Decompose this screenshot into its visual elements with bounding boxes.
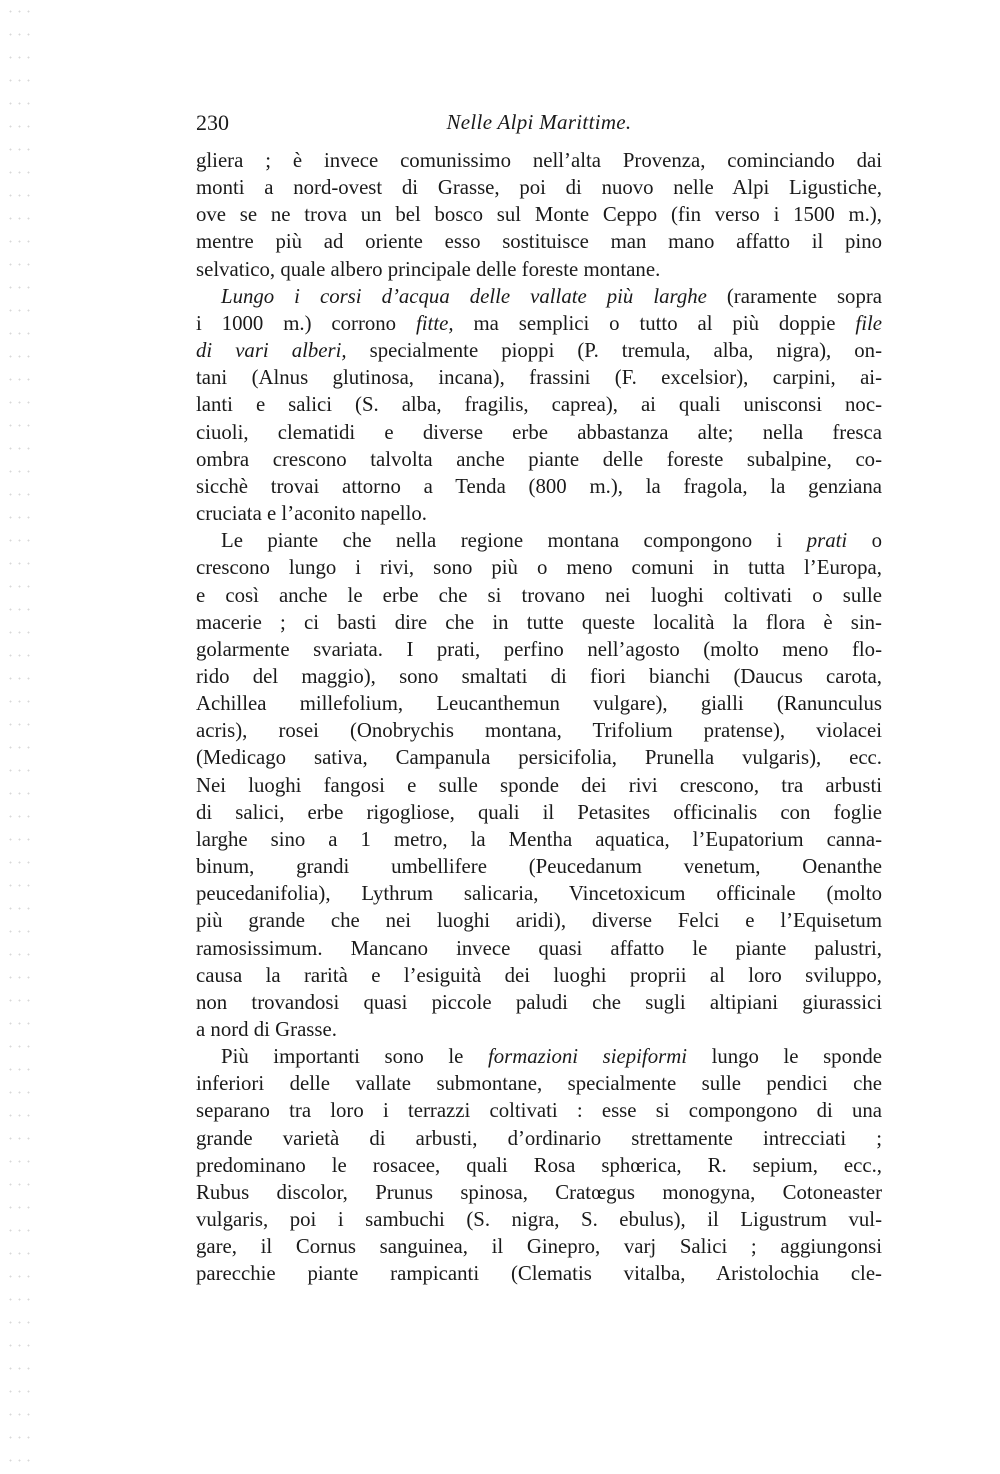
running-title: Nelle Alpi Marittime. [446,110,632,134]
text-run: acris), rosei (Onobrychis montana, Trifolium pratense), violacei [196,719,882,743]
text-run: cruciata e l’aconito napello. [196,502,427,526]
text-run: Più importanti sono le [221,1045,488,1069]
text-run: lungo le sponde [687,1045,882,1069]
italic-phrase: file [855,311,882,335]
text-run: ciuoli, clematidi e diverse erbe abbastanza alte; nella fresca [196,420,882,444]
scan-margin-specks [6,0,36,1474]
text-line [196,310,882,337]
italic-phrase: prati [806,529,848,553]
text-line [196,826,882,853]
text-run: gliera ; è invece comunissimo nell’alta Provenza, cominciando dai [196,149,882,172]
text-run: larghe sino a 1 metro, la Mentha aquatica, l’Eupatorium canna- [196,827,882,851]
text-run: non trovandosi quasi piccole paludi che sugli altipiani giurassici [196,990,882,1014]
text-run: binum, grandi umbellifere (Peucedanum venetum, Oenanthe [196,855,882,879]
text-line [196,1070,882,1097]
text-line [196,962,882,989]
text-line [196,880,882,907]
text-run: parecchie piante rampicanti (Clematis vitalba, Aristolochia cle- [196,1262,882,1286]
text-run: rido del maggio), sono smaltati di fiori bianchi (Daucus carota, [196,664,882,688]
text-run: Rubus discolor, Prunus spinosa, Cratœgus monogyna, Cotoneaster [196,1180,882,1204]
text-line [196,989,882,1016]
text-line [196,935,882,962]
text-run: più grande che nei luoghi aridi), diverse Felci e l’Equisetum [196,909,882,933]
text-run: vulgaris, poi i sambuchi (S. nigra, S. ebulus), il Ligustrum vul- [196,1208,882,1232]
text-line [196,1260,882,1287]
text-run: mentre più ad oriente esso sostituisce man mano affatto il pino [196,230,882,254]
paragraph [196,283,882,527]
text-line [196,554,882,581]
text-run: selvatico, quale albero principale delle foreste montane. [196,257,661,281]
text-line [196,419,882,446]
text-run: ramosissimum. Mancano invece quasi affatto le piante palustri, [196,936,882,960]
text-line [196,744,882,771]
text-run: Achillea millefolium, Leucanthemun vulgare), gialli (Ranunculus [196,692,882,716]
text-line [196,256,882,283]
text-run: separano tra loro i terrazzi coltivati : esse si compongono di una [196,1099,882,1123]
text-run: monti a nord-ovest di Grasse, poi di nuovo nelle Alpi Ligustiche, [196,176,882,200]
text-run: grande varietà di arbusti, d’ordinario strettamente intrecciati ; [196,1126,882,1150]
text-line [196,527,882,554]
text-run: tani (Alnus glutinosa, incana), frassini (F. excelsior), carpini, ai- [196,366,882,390]
paragraph [196,1043,882,1287]
text-run: predominano le rosacee, quali Rosa sphœrica, R. sepium, ecc., [196,1153,882,1177]
text-line [196,582,882,609]
text-line [196,1097,882,1124]
text-run: sicchè trovai attorno a Tenda (800 m.), la fragola, la genziana [196,474,882,498]
text-line [196,1016,882,1043]
body-text [196,147,882,1288]
text-line [196,799,882,826]
paragraph [196,527,882,1043]
text-line [196,1233,882,1260]
text-run: lanti e salici (S. alba, fragilis, caprea), ai quali unisconsi noc- [196,393,882,417]
text-line [196,1206,882,1233]
text-line [196,1125,882,1152]
text-run: Le piante che nella regione montana compongono i [221,529,807,553]
text-run: di salici, erbe rigogliose, quali il Petasites officinalis con foglie [196,800,882,824]
italic-phrase: formazioni siepiformi [487,1045,687,1069]
italic-phrase: fitte, [416,311,454,335]
text-run: (raramente sopra [706,284,882,308]
text-line [196,609,882,636]
page-number: 230 [196,110,229,135]
text-line [196,500,882,527]
text-line [196,1043,882,1070]
text-line [196,228,882,255]
text-line [196,636,882,663]
text-run: i 1000 m.) corrono [196,311,416,335]
text-run: ma semplici o tutto al più doppie [453,311,856,335]
text-line [196,174,882,201]
text-line [196,364,882,391]
text-line [196,1179,882,1206]
text-run: golarmente svariata. I prati, perfino nell’agosto (molto meno flo- [196,637,882,661]
text-line [196,717,882,744]
text-run: causa la rarità e l’esiguità dei luoghi proprii al loro sviluppo, [196,963,882,987]
text-line [196,201,882,228]
text-run: o [847,529,882,553]
text-line [196,690,882,717]
text-run: specialmente pioppi (P. tremula, alba, nigra), on- [346,339,882,363]
text-run: macerie ; ci basti dire che in tutte queste località la flora è sin- [196,610,882,634]
text-run: ove se ne trova un bel bosco sul Monte Ceppo (fin verso i 1500 m.), [196,203,882,227]
text-line [196,147,882,174]
text-line [196,663,882,690]
text-line [196,1152,882,1179]
text-line [196,283,882,310]
text-run: ombra crescono talvolta anche piante delle foreste subalpine, co- [196,447,882,471]
italic-phrase: di vari alberi, [196,339,347,363]
text-run: Nei luoghi fangosi e sulle sponde dei rivi crescono, tra arbusti [196,773,882,797]
text-line [196,446,882,473]
paragraph [196,147,882,283]
text-run: peucedanifolia), Lythrum salicaria, Vincetoxicum officinale (molto [196,882,882,906]
text-run: gare, il Cornus sanguinea, il Ginepro, varj Salici ; aggiungonsi [196,1235,882,1259]
text-line [196,853,882,880]
running-head [196,110,882,142]
text-run: a nord di Grasse. [196,1018,337,1041]
text-line [196,337,882,364]
text-line [196,907,882,934]
text-line [196,391,882,418]
italic-phrase: Lungo i corsi d’acqua delle vallate più larghe [221,284,707,308]
text-run: (Medicago sativa, Campanula persicifolia, Prunella vulgaris), ecc. [196,746,882,770]
text-run: crescono lungo i rivi, sono più o meno comuni in tutta l’Europa, [196,556,882,580]
text-run: e così anche le erbe che si trovano nei luoghi coltivati o sulle [196,583,882,607]
text-line [196,772,882,799]
text-line [196,473,882,500]
text-run: inferiori delle vallate submontane, specialmente sulle pendici che [196,1072,882,1096]
